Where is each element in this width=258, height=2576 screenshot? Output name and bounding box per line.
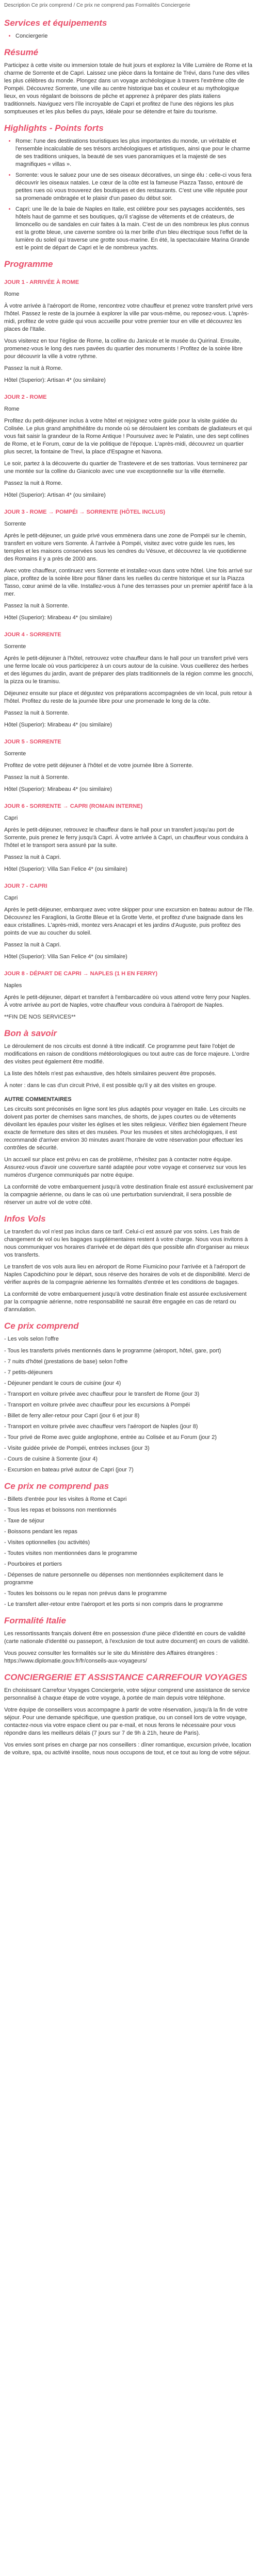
formalite-paragraph: Vous pouvez consulter les formalités sur le site du Ministère des Affaires étrangères : https://www.diplomatie.gouv.fr/fr/conseils-aux-voyageurs/ bbox=[4, 1650, 218, 1664]
day-paragraph: **FIN DE NOS SERVICES** bbox=[4, 1014, 76, 1020]
day-2 bbox=[4, 394, 254, 499]
highlight-item: • Rome: l'une des destinations touristiques les plus importantes du monde, un véritable et l'ensemble incalculable de ses trésors archéologiques et artistiques, ainsi que pour le charme de ses traditions uniques, la beauté de ses vues panoramiques et la majesté de ses magnifiques « villas ». bbox=[15, 138, 254, 168]
bon-a-savoir-title: Bon à savoir bbox=[4, 1028, 57, 1038]
bon-a-savoir-paragraph: Le déroulement de nos circuits est donné à titre indicatif. Ce programme peut faire l'objet de modifications en raison de conditions météorologiques ou tout autre cas de force majeure. L'ordre des visites peut également être modifié. bbox=[4, 1043, 250, 1065]
conciergerie-paragraph: Votre équipe de conseillers vous accompagne à partir de votre réservation, jusqu'à la fin de votre séjour. Pour une demande spécifique, une question pratique, ou un conseil lors de votre voyage, contactez-nous via votre espace client ou par e-mail, et nous ferons le nécessaire pour vous répondre dans les meilleurs délais (7 jours sur 7 de 9h à 21h, heure de Paris). bbox=[4, 1707, 248, 1736]
infos-vols-paragraph: Le transfert du vol n'est pas inclus dans ce tarif. Celui-ci est assuré par vos soins. Les frais de changement de vol ou les bagages supplémentaires restent à votre charge. Nous vous invitons à nous communiquer vos horaires d'arrivée et de départ dès que possible afin d'organiser au mieux vos transferts. bbox=[4, 1229, 249, 1258]
prix-comprend-item: - Tous les transferts privés mentionnés dans le programme (aéroport, hôtel, gare, port) bbox=[4, 1348, 221, 1354]
prix-ne-comprend-item: - Boissons pendant les repas bbox=[4, 1529, 77, 1535]
highlight-item: • Capri: une île de la baie de Naples en Italie, est célèbre pour ses paysages accidentés, ses hôtels haut de gamme et ses boutiques, qu'il s'agisse de vêtements et de créateurs, de limoncello ou de sandales en cuir faites à la main. C'est de un des nombreux les plus connus est la grotte bleue, une caverne sombre où la mer brille d'un bleu électrique sous l'effet de la lumière du soleil qui traverse une grotte sous-marine. En été, la spectaculaire Marina Grande est le point de départ de Capri et le de nombreux yachts. bbox=[15, 206, 254, 252]
day-hotel: Hôtel (Superior): Mirabeau 4* (ou similaire) bbox=[4, 615, 112, 621]
infos-vols-paragraph: La conformité de votre embarquement jusqu'à votre destination finale est assurée exclusivement par la compagnie aérienne, notre responsabilité ne saurait être engagée en cas de retard ou d'annulation. bbox=[4, 1291, 247, 1313]
day-paragraph: Le soir, partez à la découverte du quartier de Trastevere et de ses trattorias. Vous terminerez par une montée sur la colline du Gianicolo avec une vue exceptionnelle sur la ville éternelle. bbox=[4, 461, 248, 474]
day-paragraph: Passez la nuit à Rome. bbox=[4, 480, 63, 486]
prix-comprend-title: Ce prix comprend bbox=[4, 1321, 79, 1331]
prix-comprend-item: - Visite guidée privée de Pompéi, entrées incluses (jour 3) bbox=[4, 1445, 150, 1451]
services-list bbox=[4, 32, 254, 40]
prix-comprend-item: - 7 petits-déjeuners bbox=[4, 1369, 53, 1376]
day-paragraph: Profitez de votre petit déjeuner à l'hôtel et de votre journée libre à Sorrente. bbox=[4, 762, 194, 769]
autre-commentaires-paragraph: Un accueil sur place est prévu en cas de problème, n'hésitez pas à contacter notre équipe. Assurez-vous d'avoir une couverture santé adaptée pour votre voyage et conservez sur vous les numéros d'urgence communiqués par notre équipe. bbox=[4, 1157, 247, 1178]
day-hotel: Hôtel (Superior): Villa San Felice 4* (ou similaire) bbox=[4, 954, 127, 960]
day-5 bbox=[4, 738, 254, 793]
highlight-item: • Sorrente: vous le saluez pour une de ses oiseaux décoratives, un singe élu : celle-ci vous fera découvrir les oiseaux natales. Le cœur de la côte est la fameuse Piazza Tasso, entouré de petites rues où vous trouverez des boutiques et des restaurants. C'est une ville réputée pour sa promenade ombragée et le plaisir d'un paseo du début soir. bbox=[15, 172, 254, 202]
day-title: JOUR 2 - ROME bbox=[4, 394, 47, 400]
day-paragraph: Passez la nuit à Capri. bbox=[4, 854, 61, 860]
prix-comprend-item: - Billet de ferry aller-retour pour Capri (jour 6 et jour 8) bbox=[4, 1413, 140, 1419]
infos-vols-paragraph: Le transfert de vos vols aura lieu en aéroport de Rome Fiumicino pour l'arrivée et à l'aéroport de Naples Capodichino pour le départ, sous réserve des horaires de vols et de disponibilité. Merci de vérifier auprès de la compagnie aérienne les formalités d'entrée et les conditions de bagages. bbox=[4, 1264, 250, 1285]
prix-comprend-item: - 7 nuits d'hôtel (prestations de base) selon l'offre bbox=[4, 1359, 128, 1365]
day-paragraph: Déjeunez ensuite sur place et dégustez vos préparations accompagnées de vin local, puis retour à l'hôtel. Profitez du reste de la journée libre pour une promenade le long de la côte. bbox=[4, 690, 252, 704]
day-paragraph: Profitez du petit-déjeuner inclus à votre hôtel et rejoignez votre guide pour la visite guidée du Colisée. Le plus grand amphithéâtre du monde où se déroulaient les combats de gladiateurs et qui vous fait saisir la grandeur de la Rome Antique ! Poursuivez avec le Palatin, une des sept collines de Rome, et le Forum, cœur de la vie politique de l'époque. L'après-midi, découvrez un quartier plus secret, la fontaine de Trevi, la place d'Espagne et Navona. bbox=[4, 418, 252, 455]
day-paragraph: Passez la nuit à Sorrente. bbox=[4, 710, 69, 716]
day-place: Sorrente bbox=[4, 643, 26, 650]
autre-commentaires-title: AUTRE COMMENTAIRES bbox=[4, 1096, 72, 1103]
day-hotel: Hôtel (Superior): Villa San Felice 4* (ou similaire) bbox=[4, 866, 127, 872]
day-hotel: Hôtel (Superior): Artisan 4* (ou similaire) bbox=[4, 492, 106, 498]
prix-ne-comprend-item: - Le transfert aller-retour entre l'aéroport et les ports si non compris dans le programme bbox=[4, 1601, 223, 1607]
prix-ne-comprend-list bbox=[4, 1496, 254, 1608]
prix-comprend-intro: - Les vols selon l'offre bbox=[4, 1336, 59, 1342]
infos-vols-title: Infos Vols bbox=[4, 1214, 46, 1224]
day-paragraph: À votre arrivée à l'aéroport de Rome, rencontrez votre chauffeur et prenez votre transfert privé vers l'hôtel. Passez le reste de la journée à explorer la ville par vous-même, ou reposez-vous. L'après-midi, profitez de votre guide qui vous accueille pour votre premier tour en ville et découvrez les places de l'Italie. bbox=[4, 303, 253, 332]
day-place: Sorrente bbox=[4, 751, 26, 757]
day-title: JOUR 1 - ARRIVÉE À ROME bbox=[4, 279, 79, 285]
day-paragraph: Passez la nuit à Sorrente. bbox=[4, 774, 69, 781]
prix-comprend-item: - Transport en voiture privée avec chauffeur vers l'aéroport de Naples (jour 8) bbox=[4, 1423, 198, 1430]
resume-text: Participez à cette visite ou immersion totale de huit jours et explorez la Ville Lumière de Rome et la charme de Sorrente et de Capri. Laissez une pièce dans la fontaine de Trévi, dans l'une des villes les plus célèbres du monde. Plongez dans un voyage archéologique à travers l'extrême côte de Pompéi. Découvrez Sorrente, une ville au centre historique bas et couleur et au mythologique lieux, en vous régalant de boissons de pêche et apprenez à préparer des plats italiens traditionnels. Naviguez vers l'île incroyable de Capri et profitez de l'une des régions les plus somptueuses et les plus belles du pays, idéale pour se détendre et faire du tourisme. bbox=[4, 62, 252, 115]
day-title: JOUR 4 - SORRENTE bbox=[4, 632, 61, 638]
day-title: JOUR 5 - SORRENTE bbox=[4, 739, 61, 745]
day-title: JOUR 3 - ROME → POMPÉI → SORRENTE (HÔTEL INCLUS) bbox=[4, 509, 166, 515]
prix-ne-comprend-item: - Toutes les boissons ou le repas non prévus dans le programme bbox=[4, 1590, 167, 1597]
description-tabs[interactable]: Description Ce prix comprend / Ce prix ne comprend pas Formalités Conciergerie bbox=[4, 3, 190, 8]
prix-ne-comprend-item: - Visites optionnelles (ou activités) bbox=[4, 1539, 90, 1546]
services-item: • Conciergerie bbox=[15, 32, 254, 40]
day-place: Rome bbox=[4, 406, 20, 412]
day-place: Naples bbox=[4, 982, 22, 989]
day-title: JOUR 6 - SORRENTE → CAPRI (ROMAIN INTERNE) bbox=[4, 803, 143, 809]
day-paragraph: Après le petit-déjeuner, embarquez avec votre skipper pour une excursion en bateau autour de l'île. Découvrez les Faraglioni, la Grotte Bleue et la Grotte Verte, et profitez d'une baignade dans les eaux cristallines. L'après-midi, montez vers Anacapri et les jardins d'Auguste, puis profitez des points de vue au coucher du soleil. bbox=[4, 907, 254, 936]
resume-title: Résumé bbox=[4, 47, 39, 57]
conciergerie-title: CONCIERGERIE ET ASSISTANCE CARREFOUR VOYAGES bbox=[4, 1672, 248, 1682]
formalite-paragraph: Les ressortissants français doivent être en possession d'une pièce d'identité en cours de validité (carte nationale d'identité ou passeport, à l'exclusion de tout autre document) en cours de validité. bbox=[4, 1631, 250, 1645]
day-paragraph: Après le petit-déjeuner, départ et transfert à l'embarcadère où vous attend votre ferry pour Naples. À votre arrivée au port de Naples, votre chauffeur vous conduira à l'aéroport de Naples. bbox=[4, 994, 251, 1008]
conciergerie-paragraph: En choisissant Carrefour Voyages Conciergerie, votre séjour comprend une assistance de service personnalisé à chaque étape de votre voyage, à portée de main depuis votre téléphone. bbox=[4, 1687, 250, 1701]
day-place: Rome bbox=[4, 291, 20, 297]
prix-comprend-list bbox=[4, 1347, 254, 1474]
day-title: JOUR 7 - CAPRI bbox=[4, 883, 47, 889]
autre-commentaires-paragraph: La conformité de votre embarquement jusqu'à votre destination finale est assuré exclusivement par la compagnie aérienne, ou dans le cas où une perturbation surviendrait, il sera possible de réserver un autre vol de votre côté. bbox=[4, 1184, 253, 1206]
day-paragraph: Passez la nuit à Capri. bbox=[4, 942, 61, 948]
day-4 bbox=[4, 631, 254, 729]
day-place: Capri bbox=[4, 895, 18, 901]
day-title: JOUR 8 - DÉPART DE CAPRI → NAPLES (1 H EN FERRY) bbox=[4, 971, 158, 977]
prix-ne-comprend-item: - Pourboires et portiers bbox=[4, 1561, 62, 1567]
day-paragraph: Avec votre chauffeur, continuez vers Sorrente et installez-vous dans votre hôtel. Une fois arrivé sur place, profitez de la soirée libre pour flâner dans les ruelles du centre historique et sur la Piazza Tasso, cœur animé de la ville. Installez-vous à l'une des terrasses pour un premier apéritif face à la mer. bbox=[4, 568, 253, 597]
day-6 bbox=[4, 803, 254, 873]
day-hotel: Hôtel (Superior): Mirabeau 4* (ou similaire) bbox=[4, 722, 112, 728]
prix-comprend-item: - Cours de cuisine à Sorrente (jour 4) bbox=[4, 1456, 98, 1462]
highlights-list bbox=[4, 138, 254, 252]
day-place: Sorrente bbox=[4, 521, 26, 527]
formalite-title: Formalité Italie bbox=[4, 1616, 66, 1625]
day-8 bbox=[4, 970, 254, 1021]
prix-ne-comprend-item: - Billets d'entrée pour les visites à Rome et Capri bbox=[4, 1496, 127, 1502]
day-paragraph: Passez la nuit à Rome. bbox=[4, 365, 63, 371]
bon-a-savoir-paragraph: À noter : dans le cas d'un circuit Privé, il est possible qu'il y ait des visites en groupe. bbox=[4, 1082, 217, 1089]
services-title: Services et équipements bbox=[4, 18, 107, 28]
highlights-title: Highlights - Points forts bbox=[4, 123, 104, 133]
bon-a-savoir-paragraph: La liste des hôtels n'est pas exhaustive, des hôtels similaires peuvent être proposés. bbox=[4, 1071, 217, 1077]
prix-ne-comprend-item: - Taxe de séjour bbox=[4, 1518, 45, 1524]
prix-comprend-item: - Tour privé de Rome avec guide anglophone, entrée au Colisée et au Forum (jour 2) bbox=[4, 1434, 217, 1440]
prix-comprend-item: - Déjeuner pendant le cours de cuisine (jour 4) bbox=[4, 1380, 121, 1386]
day-7 bbox=[4, 883, 254, 961]
day-paragraph: Après le petit-déjeuner à l'hôtel, retrouvez votre chauffeur dans le hall pour un transfert privé vers une ferme locale où vous participerez à un cours autour de la cuisine. Vous cueillerez des herbes et des légumes du jardin, avant de préparer des plats traditionnels de la région comme les gnocchi, la pizza ou le tiramisu. bbox=[4, 655, 254, 685]
day-paragraph: Passez la nuit à Sorrente. bbox=[4, 603, 69, 609]
day-hotel: Hôtel (Superior): Mirabeau 4* (ou similaire) bbox=[4, 786, 112, 792]
programme-title: Programme bbox=[4, 259, 53, 269]
day-1 bbox=[4, 279, 254, 384]
prix-comprend-item: - Transport en voiture privée avec chauffeur pour les excursions à Pompéi bbox=[4, 1402, 190, 1408]
prix-ne-comprend-item: - Dépenses de nature personnelle ou dépenses non mentionnées explicitement dans le programme bbox=[4, 1572, 224, 1586]
prix-ne-comprend-item: - Toutes visites non mentionnées dans le programme bbox=[4, 1550, 137, 1556]
autre-commentaires-paragraph: Les circuits sont préconisés en ligne sont les plus adaptés pour voyager en Italie. Les circuits ne doivent pas porter de chemises sans manches, de shorts, de jupes courtes ou de vêtements dévoilant les épaules pour visiter les églises et les sites religieux. Vérifiez bien également l'heure exacte de fermeture des sites et des musées. Pour les musées et sites archéologiques, il est recommandé d'arriver environ 30 minutes avant l'horaire de votre réservation pour effectuer les contrôles de sécurité. bbox=[4, 1106, 247, 1151]
day-paragraph: Après le petit-déjeuner, retrouvez le chauffeur dans le hall pour un transfert jusqu'au port de Sorrente, puis prenez le ferry jusqu'à Capri. À votre arrivée à Capri, un chauffeur vous conduira à l'hôtel et le transport sera assuré par la suite. bbox=[4, 827, 248, 849]
day-hotel: Hôtel (Superior): Artisan 4* (ou similaire) bbox=[4, 377, 106, 383]
day-paragraph: Après le petit-déjeuner, un guide privé vous emmènera dans une zone de Pompéi sur le chemin, transfert en voiture vers Sorrente. À l'arrivée à Pompéi, visitez avec votre guide les rues, les temples et les maisons conservées sous les cendres du Vésuve, et découvrez la vie quotidienne des Romains il y a près de 2000 ans. bbox=[4, 533, 247, 562]
prix-ne-comprend-title: Ce prix ne comprend pas bbox=[4, 1481, 109, 1491]
prix-comprend-item: - Transport en voiture privée avec chauffeur pour le transfert de Rome (jour 3) bbox=[4, 1391, 200, 1397]
conciergerie-paragraph: Vos envies sont prises en charge par nos conseillers : dîner romantique, excursion privée, location de voiture, spa, ou activité insolite, nous nous occupons de tout, et ce tout au long de votre séjour. bbox=[4, 1742, 251, 1756]
day-3 bbox=[4, 509, 254, 622]
prix-comprend-item: - Excursion en bateau privé autour de Capri (jour 7) bbox=[4, 1467, 134, 1473]
prix-ne-comprend-item: - Tous les repas et boissons non mentionnés bbox=[4, 1507, 117, 1513]
day-paragraph: Vous visiterez en tour l'église de Rome, la colline du Janicule et le musée du Quirinal. Ensuite, promenez-vous le long des rues pavées du quartier des monuments ! Profitez de la soirée libre pour découvrir la ville à votre rythme. bbox=[4, 338, 243, 360]
day-place: Capri bbox=[4, 815, 18, 821]
